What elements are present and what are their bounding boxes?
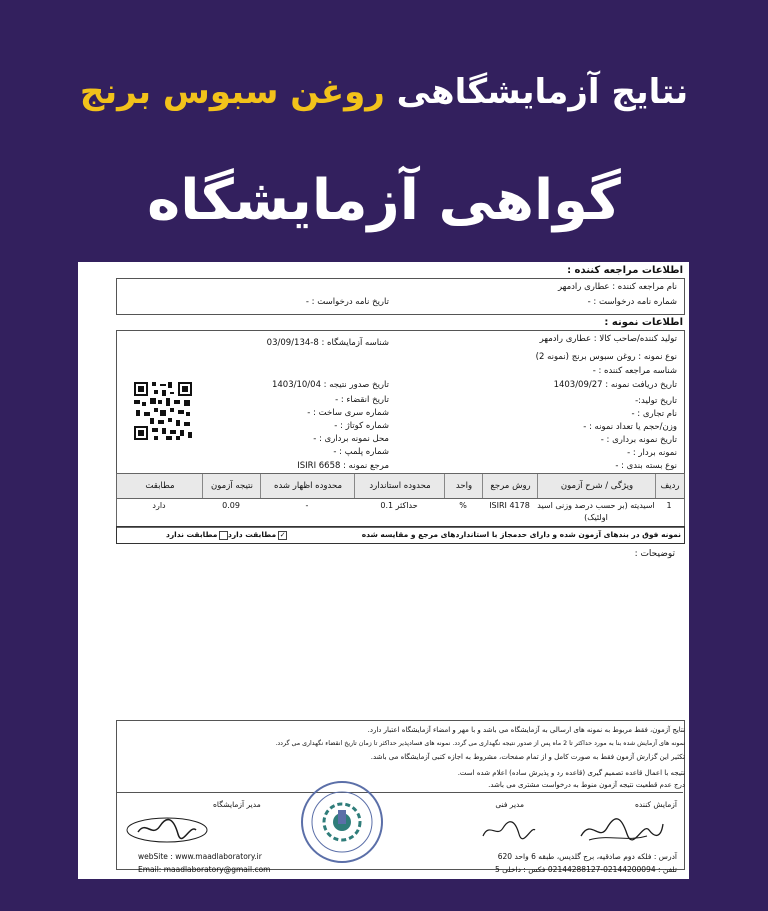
technical-manager-signature-icon — [479, 814, 539, 844]
col-method: روش مرجع — [482, 474, 538, 498]
seal-number: شماره پلمپ : - — [333, 447, 389, 457]
serial-number: شماره سری ساخت : - — [307, 408, 389, 418]
not-conform-option[interactable] — [166, 530, 228, 540]
row-test: اسیدیته (بر حسب درصد وزنی اسید اولئیک) — [537, 501, 655, 522]
lab-id: شناسه آزمایشگاه : 8-03/09/134 — [266, 338, 389, 348]
client-id: شناسه مراجعه کننده : - — [592, 366, 677, 376]
row-method: ISIRI 4178 — [489, 501, 530, 510]
conform-checkbox[interactable]: ✓ — [279, 530, 286, 539]
footer-note-2: نمونه های آزمایش شده بنا به مورد حداکثر تا 2 ماه پس از صدور نتیجه نگهداری می گردد. نمونه های فسادپذیر حداکثر تا زمان تاریخ انقضاء نگهداری می گردد. — [275, 740, 685, 747]
footer-divider — [116, 792, 683, 793]
col-declared: محدوده اظهار شده — [260, 474, 355, 498]
website-link[interactable]: webSite : www.maadlaboratory.ir — [138, 852, 262, 861]
sample-type: نوع نمونه : روغن سبوس برنج (نمونه 2) — [535, 352, 677, 362]
results-table-border — [116, 473, 685, 528]
footer-note-5: درج عدم قطعیت نتیجه آزمون منوط به درخواست مشتری می باشد. — [488, 781, 685, 789]
col-test: ویژگی / شرح آزمون — [537, 474, 656, 498]
sample-reference: مرجع نمونه : ISIRI 6658 — [297, 461, 389, 471]
trade-name: نام تجاری : - — [631, 409, 677, 419]
expiry-date: تاریخ انقضاء : - — [335, 395, 389, 405]
tester-signature-icon — [577, 812, 667, 846]
technical-manager-label: مدیر فنی — [495, 800, 524, 809]
col-conformity: مطابقت — [145, 481, 175, 491]
heading-part1: نتایج آزمایشگاهی — [396, 72, 689, 112]
address: آدرس : فلکه دوم صادقیه، برج گلدیس، طبقه 6 واحد 620 — [497, 852, 677, 861]
qr-code-icon — [132, 380, 194, 442]
row-index: 1 — [666, 501, 672, 510]
lab-manager-label: مدیر آزمایشگاه — [213, 800, 261, 809]
col-index: ردیف — [655, 474, 684, 498]
request-date: تاریخ نامه درخواست : - — [305, 297, 389, 307]
conform-label: مطابقت دارد — [228, 530, 277, 539]
conform-option[interactable] — [228, 530, 287, 540]
not-conform-label: مطابقت ندارد — [166, 530, 218, 539]
col-unit: واحد — [444, 474, 483, 498]
page-heading-1 — [0, 72, 768, 112]
row-declared: - — [305, 501, 309, 510]
receive-date: تاریخ دریافت نمونه : 1403/09/27 — [553, 380, 677, 390]
footer-note-3: تکثیر این گزارش آزمون فقط به صورت کامل و از تمام صفحات، مشروط به اجازه کتبی آزمایشگاه می باشد. — [370, 753, 685, 761]
request-number: شماره نامه درخواست : - — [587, 297, 677, 307]
lab-certificate — [78, 262, 689, 879]
heading-accent: روغن سبوس برنج — [79, 72, 385, 112]
notes-label: توضیحات : — [634, 549, 675, 559]
sampling-place: محل نمونه برداری : - — [313, 434, 389, 444]
sampler: نمونه بردار : - — [627, 448, 677, 458]
col-standard: محدوده استاندارد — [354, 474, 445, 498]
page-heading-2: گواهی آزمایشگاه — [147, 168, 621, 233]
package-type: نوع بسته بندی : - — [615, 461, 677, 471]
row-conformity: دارد — [152, 501, 166, 510]
applicant-name: نام مراجعه کننده : عطاری رادمهر — [557, 282, 677, 292]
cotaj-number: شماره کوتاژ : - — [334, 421, 389, 431]
tester-label: آزمایش کننده — [634, 800, 677, 809]
footer-note-4: نتیجه با اعمال قاعده تصمیم گیری (قاعده رد و پذیرش ساده) اعلام شده است. — [457, 769, 685, 777]
conformity-note: نمونه فوق در بندهای آزمون شده و دارای حدمجاز با استانداردهای مرجع و مقایسه شده — [361, 530, 681, 539]
not-conform-checkbox[interactable] — [219, 531, 228, 540]
production-date: تاریخ تولید:- — [635, 396, 677, 406]
lab-stamp-icon — [300, 780, 384, 864]
sampling-date: تاریخ نمونه برداری : - — [600, 435, 677, 445]
phone: تلفن : 02144200094-02144288127 فکس : داخلی 5 — [494, 865, 677, 874]
applicant-section-title: اطلاعات مراجعه کننده : — [567, 265, 683, 276]
row-standard: حداکثر 0.1 — [380, 501, 418, 510]
sample-section-title: اطلاعات نمونه : — [604, 317, 683, 328]
lab-manager-signature-icon — [124, 812, 210, 846]
footer-note-1: نتایج آزمون، فقط مربوط به نمونه های ارسالی به آزمایشگاه می باشد و با مهر و امضاء آزمایشگاه اعتبار دارد. — [367, 726, 685, 734]
email-link[interactable]: Email: maadlaboratory@gmail.com — [138, 865, 271, 874]
result-date: تاریخ صدور نتیجه : 1403/10/04 — [271, 380, 389, 390]
row-result: 0.09 — [222, 501, 240, 510]
producer: تولید کننده/صاحب کالا : عطاری رادمهر — [539, 334, 677, 344]
col-result: نتیجه آزمون — [202, 474, 261, 498]
sample-weight: وزن/حجم یا تعداد نمونه : - — [583, 422, 677, 432]
row-unit: % — [459, 501, 467, 510]
